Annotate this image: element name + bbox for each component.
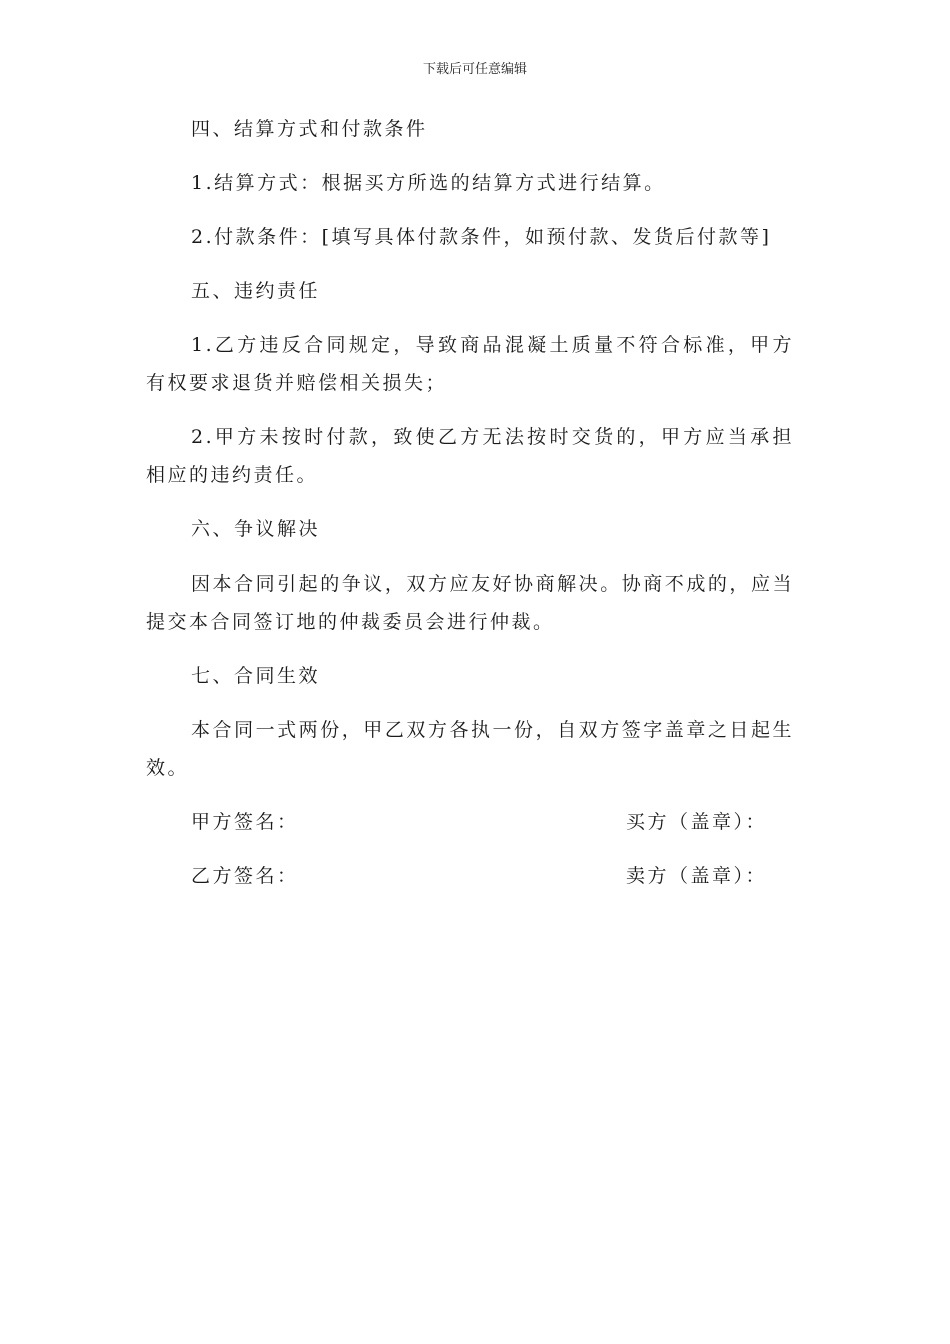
section-7-text: 本合同一式两份，甲乙双方各执一份，自双方签字盖章之日起生效。 <box>146 719 794 779</box>
section-5-title: 五、违约责任 <box>191 280 321 302</box>
section-5-clause-1: 1.乙方违反合同规定，导致商品混凝土质量不符合标准，甲方有权要求退货并赔偿相关损失； <box>146 334 794 394</box>
seller-seal-label: 卖方（盖章）： <box>626 865 768 887</box>
section-4-settlement-method: 1.结算方式：根据买方所选的结算方式进行结算。 <box>191 172 666 194</box>
section-4-payment-terms: 2.付款条件：[填写具体付款条件，如预付款、发货后付款等] <box>191 226 772 248</box>
section-5-clause-2: 2.甲方未按时付款，致使乙方无法按时交货的，甲方应当承担相应的违约责任。 <box>146 426 794 486</box>
section-4-title: 四、结算方式和付款条件 <box>191 118 428 140</box>
signature-row-1 <box>146 803 794 841</box>
page-header: 下载后可任意编辑 <box>422 62 527 77</box>
buyer-seal-label: 买方（盖章）： <box>626 811 768 833</box>
section-6-text: 因本合同引起的争议，双方应友好协商解决。协商不成的，应当提交本合同签订地的仲裁委员会进行仲裁。 <box>146 573 794 633</box>
signature-row-2 <box>146 857 794 895</box>
party-a-signature-label: 甲方签名： <box>191 811 299 833</box>
party-b-signature-label: 乙方签名： <box>191 865 299 887</box>
section-6-title: 六、争议解决 <box>191 518 321 540</box>
section-7-title: 七、合同生效 <box>191 665 321 687</box>
